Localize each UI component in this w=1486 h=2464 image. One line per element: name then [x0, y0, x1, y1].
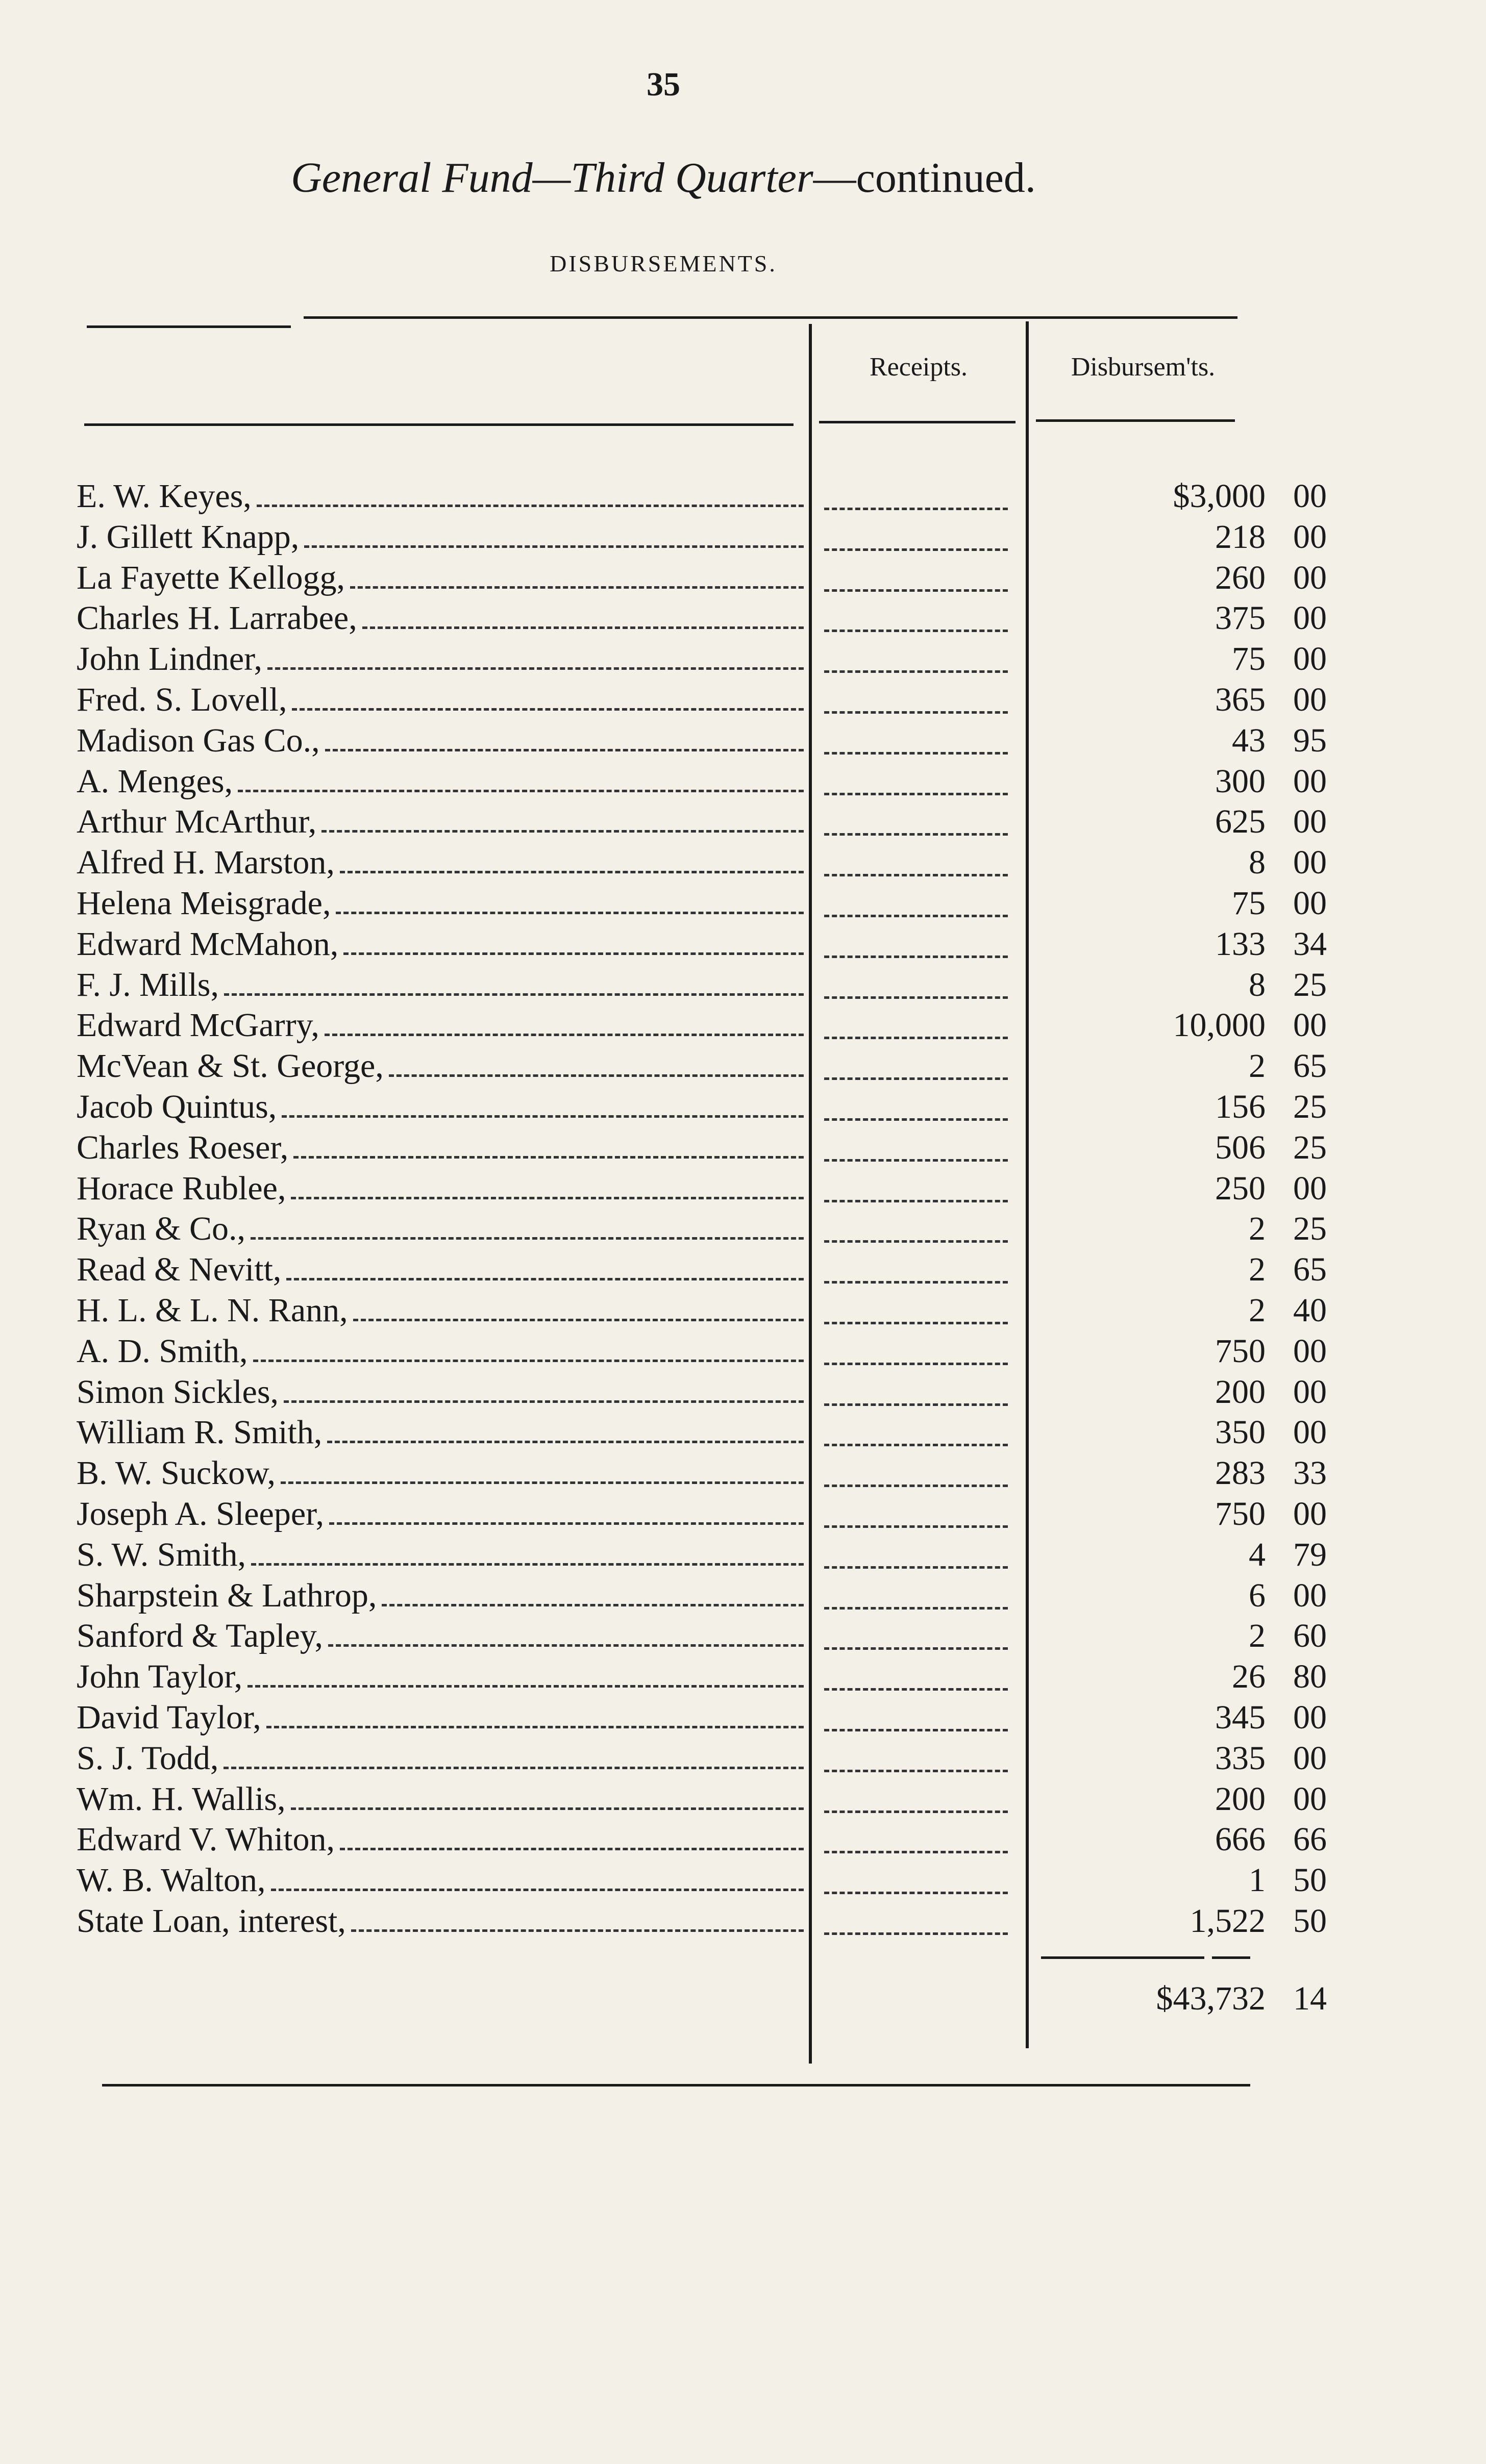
table-row: [77, 1250, 1327, 1291]
payee-cell: [77, 721, 804, 760]
disbursement-dollars: 666: [1215, 1821, 1266, 1858]
receipts-cell: [824, 518, 1008, 551]
disbursement-cents: 00: [1293, 681, 1327, 718]
disbursement-dollars: 156: [1215, 1088, 1266, 1125]
payee-name: Edward McMahon,: [77, 925, 339, 963]
payee-name: David Taylor,: [77, 1698, 261, 1736]
table-row: [77, 1373, 1327, 1414]
receipts-cell: [824, 1780, 1008, 1813]
disbursement-cents: 25: [1293, 1210, 1327, 1248]
table-row: [77, 925, 1327, 966]
payee-cell: [77, 599, 804, 638]
dot-leader: [247, 1685, 804, 1688]
table-bottom-rule: [102, 2084, 1250, 2086]
table-row: [77, 802, 1327, 843]
dot-leader: [328, 1644, 804, 1647]
payee-cell: [77, 1536, 804, 1574]
disbursement-dollars: 75: [1232, 884, 1266, 922]
payee-name: J. Gillett Knapp,: [77, 518, 300, 556]
receipts-cell: [824, 1250, 1008, 1284]
dot-leader: [257, 505, 804, 507]
disbursement-dollars: 345: [1215, 1698, 1266, 1736]
payee-name: McVean & St. George,: [77, 1047, 384, 1085]
disbursement-cents: 00: [1293, 477, 1327, 515]
disbursement-dollars: 2: [1249, 1291, 1266, 1329]
receipts-cell: [824, 559, 1008, 592]
table-row: [77, 1006, 1327, 1047]
disbursement-cents: 00: [1293, 762, 1327, 800]
table-row: [77, 1413, 1327, 1454]
dot-leader: [389, 1074, 804, 1077]
table-row: [77, 966, 1327, 1007]
payee-name: S. J. Todd,: [77, 1739, 219, 1777]
disbursement-dollars: 1,522: [1190, 1902, 1266, 1940]
dot-leader: [291, 1807, 804, 1810]
table-row: [77, 681, 1327, 721]
payee-cell: [77, 843, 804, 882]
receipts-cell: [824, 1006, 1008, 1039]
payee-cell: [77, 1047, 804, 1086]
disbursement-dollars: 43: [1232, 721, 1266, 759]
receipts-cell: [824, 721, 1008, 755]
table-top-rule-left: [87, 325, 291, 328]
payee-name: Ryan & Co.,: [77, 1210, 246, 1248]
payee-name: Jacob Quintus,: [77, 1088, 277, 1125]
header-bottom-rule-receipts: [819, 421, 1016, 423]
table-row: [77, 1291, 1327, 1332]
payee-name: F. J. Mills,: [77, 966, 219, 1003]
disbursement-cents: 33: [1293, 1454, 1327, 1492]
disbursement-cents: 00: [1293, 1495, 1327, 1532]
disbursement-cents: 00: [1293, 1739, 1327, 1777]
disbursement-cents: 34: [1293, 925, 1327, 963]
dot-leader: [327, 1441, 804, 1443]
dot-leader: [304, 545, 804, 548]
table-row: [77, 721, 1327, 762]
disbursement-dollars: 4: [1249, 1536, 1266, 1573]
payee-name: Madison Gas Co.,: [77, 721, 320, 759]
disbursement-dollars: 200: [1215, 1780, 1266, 1818]
payee-cell: [77, 1250, 804, 1289]
disbursement-cents: 00: [1293, 640, 1327, 678]
disbursement-dollars: 26: [1232, 1658, 1266, 1696]
disbursement-dollars: 75: [1232, 640, 1266, 678]
receipts-cell: [824, 681, 1008, 714]
receipts-cell: [824, 1047, 1008, 1080]
receipts-cell: [824, 1657, 1008, 1691]
payee-name: Sanford & Tapley,: [77, 1617, 323, 1655]
payee-cell: [77, 1088, 804, 1126]
receipts-cell: [824, 1820, 1008, 1853]
disbursement-dollars: $3,000: [1173, 477, 1266, 515]
payee-cell: [77, 1210, 804, 1248]
payee-name: La Fayette Kellogg,: [77, 559, 345, 596]
dot-leader: [281, 1481, 804, 1484]
receipts-cell: [824, 1291, 1008, 1324]
receipts-cell: [824, 477, 1008, 510]
payee-cell: [77, 518, 804, 557]
table-row: [77, 1210, 1327, 1250]
table-row: [77, 1780, 1327, 1821]
receipts-cell: [824, 1576, 1008, 1610]
table-row: [77, 1088, 1327, 1128]
disbursement-cents: 50: [1293, 1902, 1327, 1940]
payee-cell: [77, 925, 804, 964]
dot-leader: [340, 1848, 804, 1850]
payee-name: Charles H. Larrabee,: [77, 599, 357, 637]
disbursement-cents: 00: [1293, 803, 1327, 841]
dot-leader: [284, 1400, 804, 1403]
payee-cell: [77, 1698, 804, 1737]
payee-cell: [77, 802, 804, 841]
disbursement-cents: 00: [1293, 1373, 1327, 1411]
disbursement-dollars: 250: [1215, 1169, 1266, 1207]
payee-name: Joseph A. Sleeper,: [77, 1495, 324, 1532]
payee-cell: [77, 640, 804, 678]
disbursement-cents: 00: [1293, 1414, 1327, 1451]
dot-leader: [253, 1360, 804, 1362]
payee-cell: [77, 1454, 804, 1493]
payee-name: Edward McGarry,: [77, 1007, 319, 1044]
disbursement-dollars: 10,000: [1173, 1007, 1266, 1044]
section-heading: DISBURSEMENTS.: [550, 250, 777, 276]
table-row: [77, 1902, 1327, 1943]
disbursement-cents: 66: [1293, 1821, 1327, 1858]
dot-leader: [340, 871, 804, 873]
disbursements-table: [77, 477, 1327, 1943]
dot-leader: [325, 749, 804, 751]
page-title: [0, 153, 1327, 203]
receipts-cell: [824, 1413, 1008, 1446]
table-row: [77, 1617, 1327, 1657]
disbursement-cents: 50: [1293, 1862, 1327, 1899]
payee-cell: [77, 884, 804, 923]
receipts-cell: [824, 1536, 1008, 1569]
payee-name: Charles Roeser,: [77, 1128, 289, 1166]
payee-name: John Lindner,: [77, 640, 262, 678]
disbursement-dollars: 2: [1249, 1617, 1266, 1655]
dot-leader: [282, 1115, 804, 1118]
payee-cell: [77, 1169, 804, 1208]
receipts-cell: [824, 1861, 1008, 1894]
dot-leader: [350, 586, 804, 589]
payee-cell: [77, 1006, 804, 1045]
dot-leader: [251, 1563, 804, 1566]
receipts-column-header: Receipts.: [869, 353, 968, 382]
disbursement-dollars: 2: [1249, 1210, 1266, 1248]
payee-cell: [77, 477, 804, 516]
disbursement-dollars: 6: [1249, 1576, 1266, 1614]
payee-name: A. Menges,: [77, 762, 233, 800]
disbursement-dollars: 200: [1215, 1373, 1266, 1411]
payee-cell: [77, 1657, 804, 1696]
receipts-cell: [824, 1902, 1008, 1935]
payee-name: William R. Smith,: [77, 1414, 323, 1451]
disbursement-dollars: 365: [1215, 681, 1266, 718]
receipts-cell: [824, 843, 1008, 876]
payee-cell: [77, 1291, 804, 1330]
receipts-cell: [824, 802, 1008, 836]
payee-name: H. L. & L. N. Rann,: [77, 1291, 348, 1329]
disbursement-cents: 65: [1293, 1251, 1327, 1289]
disbursement-cents: 95: [1293, 721, 1327, 759]
payee-cell: [77, 762, 804, 801]
payee-name: Helena Meisgrade,: [77, 884, 331, 922]
payee-name: W. B. Walton,: [77, 1862, 266, 1899]
payee-cell: [77, 1413, 804, 1452]
disbursement-cents: 80: [1293, 1658, 1327, 1696]
dot-leader: [292, 708, 804, 711]
disbursement-cents: 65: [1293, 1047, 1327, 1085]
disbursement-dollars: 8: [1249, 844, 1266, 882]
disbursement-dollars: 2: [1249, 1047, 1266, 1085]
payee-name: Wm. H. Wallis,: [77, 1780, 286, 1818]
receipts-cell: [824, 1088, 1008, 1121]
page-title-italic: General Fund—Third Quarter: [291, 154, 813, 202]
page-number: 35: [647, 66, 680, 103]
disbursement-dollars: 625: [1215, 803, 1266, 841]
payee-cell: [77, 1373, 804, 1412]
disbursement-cents: 00: [1293, 884, 1327, 922]
header-bottom-rule-disbursements: [1036, 419, 1235, 422]
total-row: [77, 1979, 1327, 2020]
disbursement-dollars: 218: [1215, 518, 1266, 556]
disbursement-cents: 00: [1293, 844, 1327, 882]
payee-cell: [77, 1128, 804, 1167]
dot-leader: [321, 830, 804, 833]
table-row: [77, 1047, 1327, 1088]
dot-leader: [293, 1156, 804, 1159]
page-title-continued: —continued.: [813, 154, 1036, 202]
payee-name: Edward V. Whiton,: [77, 1821, 335, 1858]
payee-cell: [77, 1861, 804, 1900]
table-row: [77, 884, 1327, 925]
disbursement-cents: 60: [1293, 1617, 1327, 1655]
dot-leader: [271, 1889, 804, 1891]
payee-cell: [77, 966, 804, 1004]
table-row: [77, 1454, 1327, 1495]
disbursement-cents: 00: [1293, 599, 1327, 637]
disbursement-dollars: 375: [1215, 599, 1266, 637]
payee-cell: [77, 1902, 804, 1941]
disbursements-column-header: Disbursem'ts.: [1071, 353, 1216, 382]
payee-cell: [77, 1780, 804, 1819]
table-row: [77, 1698, 1327, 1739]
payee-cell: [77, 559, 804, 597]
dot-leader: [336, 912, 804, 914]
disbursement-dollars: 350: [1215, 1414, 1266, 1451]
receipts-cell: [824, 1698, 1008, 1731]
payee-name: A. D. Smith,: [77, 1332, 248, 1370]
receipts-cell: [824, 1739, 1008, 1772]
receipts-cell: [824, 1495, 1008, 1528]
receipts-cell: [824, 884, 1008, 917]
disbursement-dollars: 300: [1215, 762, 1266, 800]
payee-name: Alfred H. Marston,: [77, 844, 335, 882]
disbursement-cents: 25: [1293, 1128, 1327, 1166]
receipts-cell: [824, 599, 1008, 632]
payee-cell: [77, 1820, 804, 1859]
table-row: [77, 1169, 1327, 1210]
table-row: [77, 1820, 1327, 1861]
receipts-cell: [824, 762, 1008, 795]
disbursement-dollars: 283: [1215, 1454, 1266, 1492]
receipts-cell: [824, 640, 1008, 673]
table-row: [77, 843, 1327, 884]
table-row: [77, 599, 1327, 640]
dot-leader: [291, 1197, 804, 1199]
disbursement-cents: 00: [1293, 1780, 1327, 1818]
disbursement-cents: 00: [1293, 559, 1327, 596]
dot-leader: [362, 626, 804, 629]
dot-leader: [325, 1034, 804, 1036]
payee-name: Horace Rublee,: [77, 1169, 286, 1207]
disbursement-dollars: 506: [1215, 1128, 1266, 1166]
payee-cell: [77, 681, 804, 719]
receipts-cell: [824, 1373, 1008, 1406]
receipts-cell: [824, 1454, 1008, 1487]
table-row: [77, 1657, 1327, 1698]
disbursement-cents: 00: [1293, 1169, 1327, 1207]
dot-leader: [267, 667, 804, 670]
dot-leader: [353, 1319, 804, 1321]
disbursement-dollars: 1: [1249, 1862, 1266, 1899]
header-bottom-rule-name: [84, 423, 794, 426]
payee-cell: [77, 1332, 804, 1371]
table-row: [77, 1332, 1327, 1373]
disbursement-cents: 25: [1293, 1088, 1327, 1125]
payee-cell: [77, 1576, 804, 1615]
disbursement-dollars: 260: [1215, 559, 1266, 596]
payee-name: Fred. S. Lovell,: [77, 681, 287, 718]
dot-leader: [343, 952, 804, 955]
disbursement-cents: 00: [1293, 1576, 1327, 1614]
table-row: [77, 1536, 1327, 1576]
table-row: [77, 1495, 1327, 1536]
disbursement-cents: 00: [1293, 518, 1327, 556]
payee-name: S. W. Smith,: [77, 1536, 246, 1573]
payee-name: Sharpstein & Lathrop,: [77, 1576, 377, 1614]
table-row: [77, 1861, 1327, 1902]
disbursement-dollars: 133: [1215, 925, 1266, 963]
payee-cell: [77, 1617, 804, 1655]
receipts-cell: [824, 1169, 1008, 1202]
table-row: [77, 1739, 1327, 1780]
table-row: [77, 1128, 1327, 1169]
disbursement-cents: 79: [1293, 1536, 1327, 1573]
receipts-cell: [824, 925, 1008, 958]
payee-name: John Taylor,: [77, 1658, 243, 1696]
payee-cell: [77, 1495, 804, 1533]
table-row: [77, 1576, 1327, 1617]
table-row: [77, 559, 1327, 599]
total-dollars: $43,732: [1156, 1980, 1266, 2017]
dot-leader: [329, 1522, 804, 1525]
table-row: [77, 640, 1327, 681]
receipts-cell: [824, 1210, 1008, 1243]
table-row: [77, 762, 1327, 803]
dot-leader: [224, 993, 804, 996]
total-rule-cents: [1212, 1956, 1250, 1959]
dot-leader: [238, 790, 804, 792]
total-cents: 14: [1293, 1980, 1327, 2017]
receipts-cell: [824, 1617, 1008, 1650]
disbursement-cents: 00: [1293, 1007, 1327, 1044]
total-rule-dollars: [1041, 1956, 1204, 1959]
table-row: [77, 518, 1327, 559]
dot-leader: [382, 1604, 804, 1606]
payee-name: B. W. Suckow,: [77, 1454, 276, 1492]
dot-leader: [266, 1726, 804, 1728]
receipts-cell: [824, 1128, 1008, 1162]
disbursement-cents: 00: [1293, 1332, 1327, 1370]
payee-cell: [77, 1739, 804, 1778]
disbursement-dollars: 750: [1215, 1332, 1266, 1370]
table-row: [77, 477, 1327, 518]
dot-leader: [286, 1278, 804, 1280]
payee-name: Read & Nevitt,: [77, 1251, 282, 1289]
payee-name: E. W. Keyes,: [77, 477, 252, 515]
disbursement-cents: 00: [1293, 1698, 1327, 1736]
receipts-cell: [824, 966, 1008, 999]
disbursement-cents: 40: [1293, 1291, 1327, 1329]
disbursement-cents: 25: [1293, 966, 1327, 1003]
dot-leader: [224, 1767, 804, 1769]
disbursement-dollars: 2: [1249, 1251, 1266, 1289]
payee-name: Simon Sickles,: [77, 1373, 279, 1411]
payee-name: Arthur McArthur,: [77, 803, 317, 841]
disbursement-dollars: 750: [1215, 1495, 1266, 1532]
table-top-rule-right: [304, 316, 1237, 319]
dot-leader: [251, 1237, 804, 1240]
receipts-cell: [824, 1332, 1008, 1365]
disbursement-dollars: 8: [1249, 966, 1266, 1003]
payee-name: State Loan, interest,: [77, 1902, 346, 1940]
disbursement-dollars: 335: [1215, 1739, 1266, 1777]
dot-leader: [351, 1929, 804, 1932]
